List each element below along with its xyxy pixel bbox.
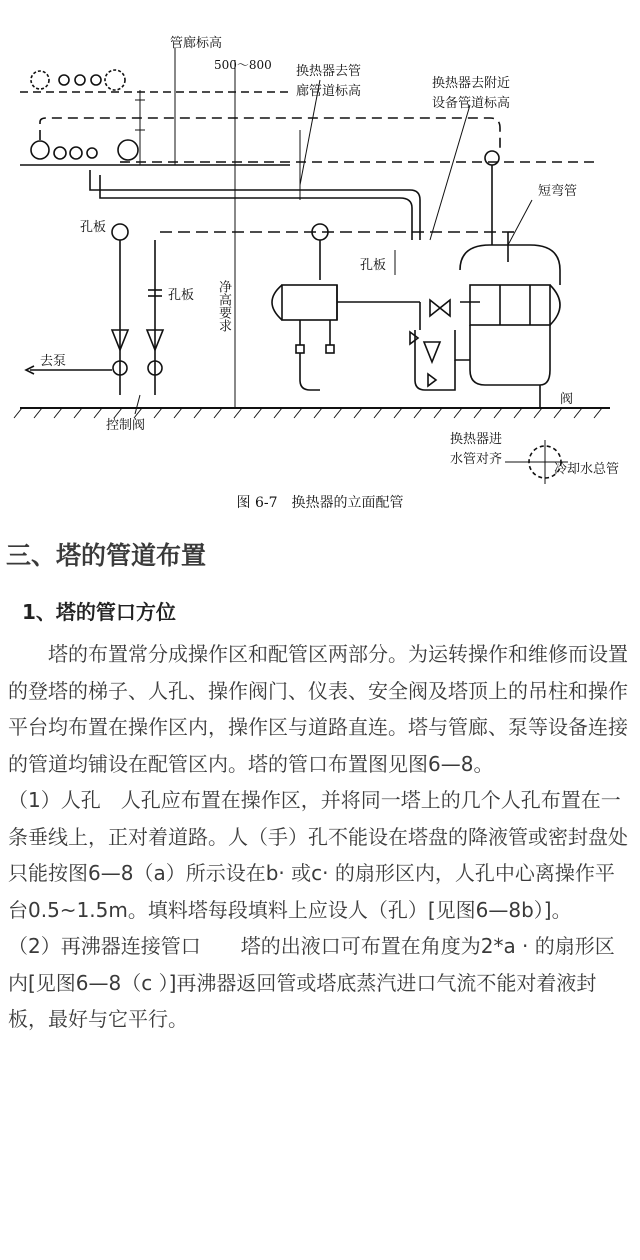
orifice-label-right: 孔板 xyxy=(360,258,387,273)
orifice-label-left: 孔板 xyxy=(80,220,107,235)
cooling-water-main-label: 冷却水总管 xyxy=(554,462,620,477)
subsection-title: 1、塔的管口方位 xyxy=(22,600,176,624)
orifice-label-middle: 孔板 xyxy=(168,288,195,303)
corridor-elevation-label: 管廊标高 xyxy=(170,36,223,51)
paragraph-reboiler-nozzle: （2）再沸器连接管口 塔的出液口可布置在角度为2*a · 的扇形区内[见图6—8（c ）]再沸器返回管或塔底蒸汽进口气流不能对着液封板，最好与它平行。 xyxy=(8,934,615,1031)
exchanger-to-corridor-label-line1: 换热器去管 xyxy=(296,64,362,79)
to-pump-label: 去泵 xyxy=(40,354,67,369)
heat-exchanger-piping-figure xyxy=(0,0,640,520)
exchanger-to-nearby-label-line1: 换热器去附近 xyxy=(432,76,511,91)
exchanger-to-corridor-label-line2: 廊管道标高 xyxy=(296,84,362,99)
section-title: 三、塔的管道布置 xyxy=(6,541,207,570)
inlet-align-label-line2: 水管对齐 xyxy=(450,452,503,467)
valve-label: 阀 xyxy=(560,392,574,407)
control-valve-label: 控制阀 xyxy=(106,418,146,433)
short-elbow-label: 短弯管 xyxy=(538,184,578,199)
paragraph-manhole: （1）人孔 人孔应布置在操作区，并将同一塔上的几个人孔布置在一条垂线上，正对着道路。人（手）孔不能设在塔盘的降液管或密封盘处只能按图6—8（a）所示设在b· 或c· 的扇形区内，人孔中心离操作平台0.5~1.5m。填料塔每段填料上应设人（孔）[见图6—8b）]。 xyxy=(8,788,628,922)
article-body xyxy=(8,636,630,1038)
clear-height-label: 净高要求 xyxy=(216,280,231,332)
figure-caption: 图 6-7 换热器的立面配管 xyxy=(236,495,404,511)
paragraph-layout-zones: 塔的布置常分成操作区和配管区两部分。为运转操作和维修而设置的登塔的梯子、人孔、操作阀门、仪表、安全阀及塔顶上的吊柱和操作平台均布置在操作区内，操作区与道路直连。塔与管廊、泵等设备连接的管道均铺设在配管区内。塔的管口布置图见图6—8。 xyxy=(8,642,628,776)
exchanger-to-nearby-label-line2: 设备管道标高 xyxy=(432,96,511,111)
spacing-label: 500～800 xyxy=(214,58,272,72)
inlet-align-label-line1: 换热器进 xyxy=(450,432,503,447)
